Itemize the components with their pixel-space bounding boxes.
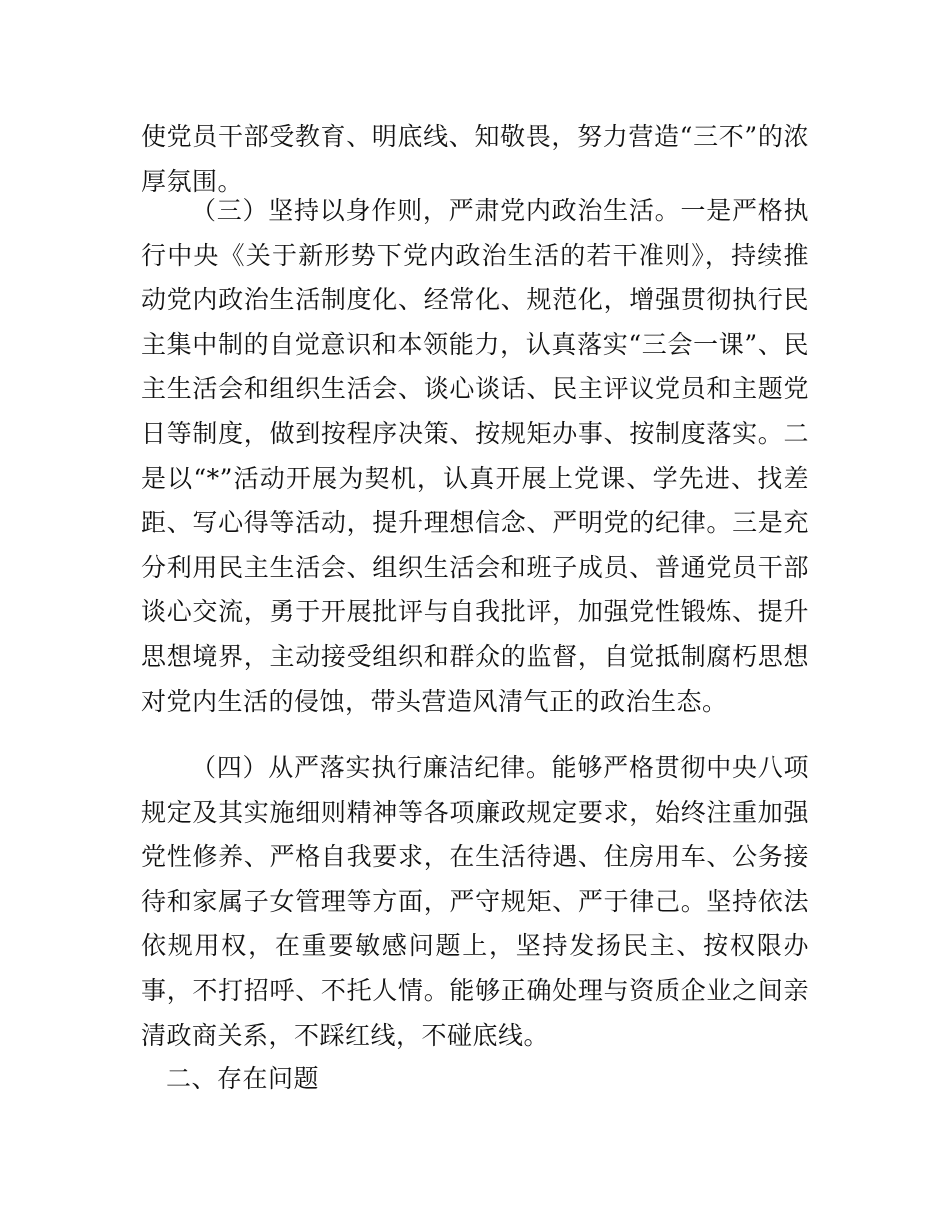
- paragraph-section-four: （四）从严落实执行廉洁纪律。能够严格贯彻中央八项规定及其实施细则精神等各项廉政规定要求，始终注重加强党性修养、严格自我要求，在生活待遇、住房用车、公务接待和家属子女管理等方面，严守规矩、严于律己。坚持依法依规用权，在重要敏感问题上，坚持发扬民主、按权限办事，不打招呼、不托人情。能够正确处理与资质企业之间亲清政商关系，不踩红线，不碰底线。: [141, 753, 809, 1050]
- section-heading-problems: 二、存在问题: [166, 1064, 320, 1093]
- paragraph-continuation: 使党员干部受教育、明底线、知敬畏，努力营造“三不”的浓厚氛围。: [141, 122, 809, 196]
- paragraph-section-three: （三）坚持以身作则，严肃党内政治生活。一是严格执行中央《关于新形势下党内政治生活的若干准则》，持续推动党内政治生活制度化、经常化、规范化，增强贯彻执行民主集中制的自觉意识和本领能力，认真落实“三会一课”、民主生活会和组织生活会、谈心谈话、民主评议党员和主题党日等制度，做到按程序决策、按规矩办事、按制度落实。二是以“*”活动开展为契机，认真开展上党课、学先进、找差距、写心得等活动，提升理想信念、严明党的纪律。三是充分利用民主生活会、组织生活会和班子成员、普通党员干部谈心交流，勇于开展批评与自我批评，加强党性锻炼、提升思想境界，主动接受组织和群众的监督，自觉抵制腐朽思想对党内生活的侵蚀，带头营造风清气正的政治生态。: [141, 196, 809, 716]
